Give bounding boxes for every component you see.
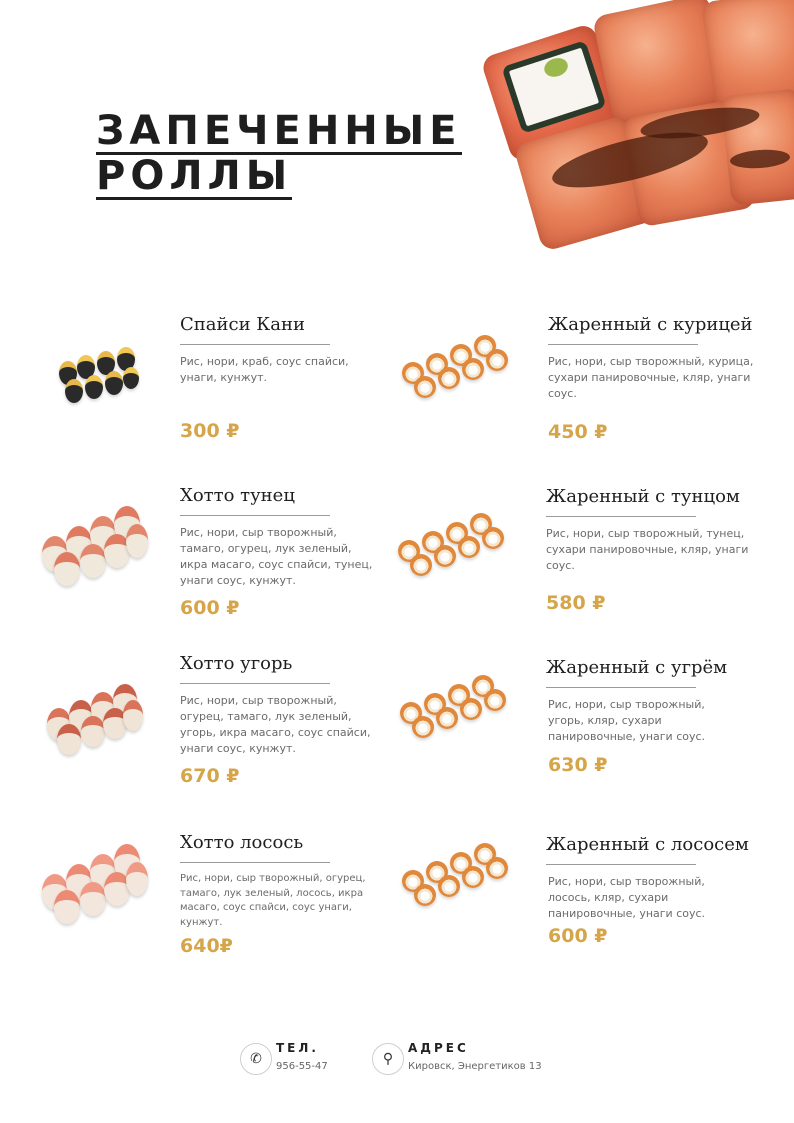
- roll-piece: [438, 875, 460, 897]
- hero-rolls-image: [490, 0, 794, 245]
- item-divider: [180, 862, 330, 863]
- roll-piece: [486, 349, 508, 371]
- item-description: Рис, нори, краб, соус спайси, унаги, кунжут.: [180, 355, 349, 384]
- item-price: 600 ₽: [180, 597, 240, 619]
- roll-piece: [482, 527, 504, 549]
- item-description: Рис, нори, сыр творожный, курица, сухари панировочные, кляр, унаги соус.: [548, 355, 754, 400]
- spicy-kani-image: [55, 345, 140, 405]
- roll-piece: [414, 884, 436, 906]
- item-divider: [546, 516, 696, 517]
- item-divider: [546, 864, 696, 865]
- address-label: АДРЕС: [408, 1041, 469, 1055]
- address-value: Кировск, Энергетиков 13: [408, 1061, 542, 1072]
- item-price: 300 ₽: [180, 420, 240, 442]
- footer-phone: [240, 1041, 360, 1081]
- roll-piece: [412, 716, 434, 738]
- item-price: 670 ₽: [180, 765, 240, 787]
- roll-piece: [414, 376, 436, 398]
- item-description: Рис, нори, сыр творожный, тунец, сухари панировочные, кляр, унаги соус.: [546, 527, 749, 572]
- item-divider: [180, 515, 330, 516]
- item-name: Жаренный с тунцом: [546, 486, 740, 507]
- phone-label: ТЕЛ.: [276, 1041, 319, 1055]
- hotto-tuna-image: [40, 502, 150, 582]
- item-divider: [180, 683, 330, 684]
- item-divider: [180, 344, 330, 345]
- roll-piece: [436, 707, 458, 729]
- hotto-eel-image: [45, 680, 145, 750]
- item-name: Спайси Кани: [180, 314, 305, 335]
- fried-eel-image: [398, 676, 506, 746]
- page-title-line-1: ЗАПЕЧЕННЫЕ: [96, 108, 462, 154]
- fried-salmon-image: [400, 844, 508, 914]
- item-divider: [546, 687, 696, 688]
- footer-address: [372, 1041, 552, 1081]
- roll-piece: [438, 367, 460, 389]
- hotto-salmon-image: [40, 842, 150, 920]
- phone-icon: ✆: [240, 1043, 272, 1075]
- page-title-line-2: РОЛЛЫ: [96, 153, 293, 199]
- item-price: 640₽: [180, 935, 233, 957]
- item-description: Рис, нори, сыр творожный, тамаго, огурец, лук зеленый, икра масаго, соус спайси, тунец, унаги соус, кунжут.: [180, 526, 373, 587]
- item-name: Жаренный с курицей: [548, 314, 753, 335]
- location-pin-icon: ⚲: [372, 1043, 404, 1075]
- item-price: 630 ₽: [548, 754, 608, 776]
- item-name: Жаренный с угрём: [546, 657, 728, 678]
- item-description: Рис, нори, сыр творожный, угорь, кляр, сухари панировочные, унаги соус.: [548, 698, 706, 743]
- fried-tuna-image: [396, 514, 504, 584]
- item-description: Рис, нори, сыр творожный, огурец, тамаго, лук зеленый, угорь, икра масаго, соус спайси, унаги соус, кунжут.: [180, 694, 371, 755]
- item-price: 580 ₽: [546, 592, 606, 614]
- page-title: [96, 110, 462, 200]
- item-description: Рис, нори, сыр творожный, огурец, тамаго, лук зеленый, лосось, икра масаго, соус спайси, соус унаги, кунжут.: [180, 873, 366, 928]
- roll-piece: [484, 689, 506, 711]
- item-name: Хотто тунец: [180, 485, 295, 506]
- roll-piece: [458, 536, 480, 558]
- roll-piece: [410, 554, 432, 576]
- item-name: Жаренный с лососем: [546, 834, 749, 855]
- item-divider: [548, 344, 698, 345]
- roll-piece: [462, 358, 484, 380]
- item-description: Рис, нори, сыр творожный, лосось, кляр, сухари панировочные, унаги соус.: [548, 875, 706, 920]
- fried-chicken-image: [400, 336, 508, 406]
- roll-piece: [434, 545, 456, 567]
- item-price: 600 ₽: [548, 925, 608, 947]
- roll-piece: [462, 866, 484, 888]
- phone-number[interactable]: 956-55-47: [276, 1061, 328, 1072]
- roll-piece: [460, 698, 482, 720]
- item-price: 450 ₽: [548, 421, 608, 443]
- item-name: Хотто лосось: [180, 832, 304, 853]
- item-name: Хотто угорь: [180, 653, 293, 674]
- roll-piece: [486, 857, 508, 879]
